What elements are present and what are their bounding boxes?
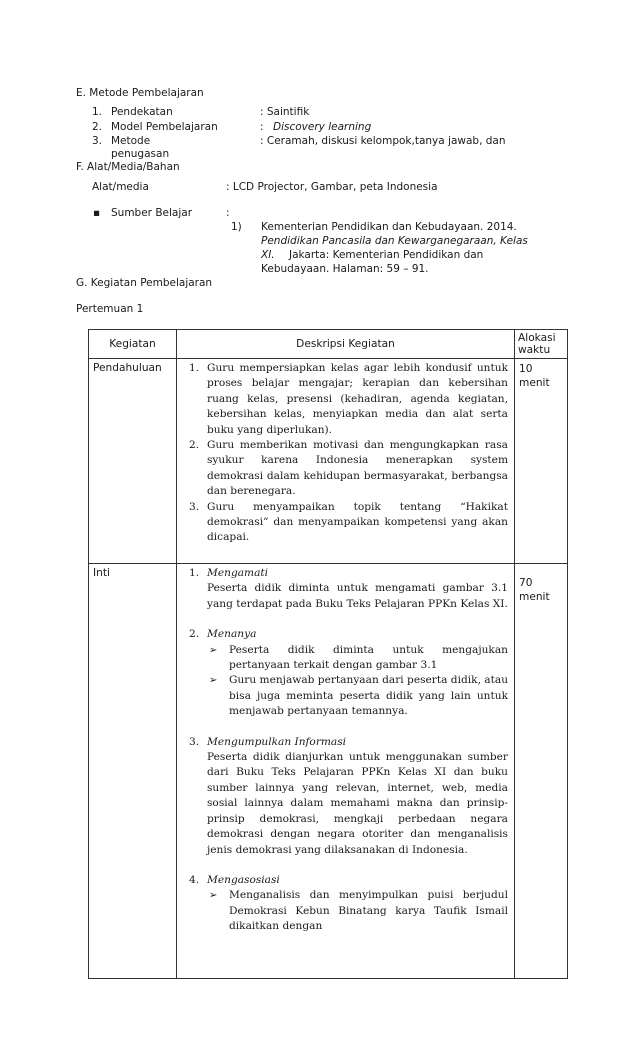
method-colon-2: : [260, 121, 264, 133]
step-menanya [185, 627, 508, 719]
item-text: Guru memberikan motivasi dan mengungkapkan rasa syukur karena Indonesia menerapkan system demokrasi dalam kehidupan bermasyarakat, berbangsa dan berenegara. [207, 439, 508, 498]
arrow-item [207, 643, 508, 674]
item-text: Guru mempersiapkan kelas agar lebih kondusif untuk proses belajar mengajar; kerapian dan kebersihan ruang kelas, presensi (kehadiran, agenda kegiatan, kebersihan kelas, menyiapkan media dan alat serta buku yang diperlukan). [207, 362, 508, 436]
section-f-title: F. Alat/Media/Bahan [76, 161, 180, 173]
section-g-title: G. Kegiatan Pembelajaran [76, 277, 213, 289]
source-line-3a: XI. [261, 249, 275, 261]
step-title: Mengasosiasi [207, 873, 280, 886]
method-value-3: : Ceramah, diskusi kelompok,tanya jawab, dan [260, 135, 506, 147]
arrow-item [207, 673, 508, 719]
step-title: Menanya [207, 628, 257, 641]
item-num: 1. [189, 362, 200, 374]
arrow-text: Menganalisis dan menyimpulkan puisi berjudul Demokrasi Kebun Binatang karya Taufik Ismail dikaitkan dengan [229, 889, 508, 933]
item-text: Guru menyampaikan topik tentang “Hakikat demokrasi” dan menyampaikan kompetensi yang akan dicapai. [207, 500, 508, 544]
bullet-icon: ▪ [93, 207, 101, 219]
arrow-text: Guru menjawab pertanyaan dari peserta didik, atau bisa juga meminta peserta didik yang lain untuk menjawab pertanyaan temannya. [229, 674, 509, 718]
step-text: Peserta didik diminta untuk mengamati gambar 3.1 yang terdapat pada Buku Teks Pelajaran PPKn Kelas XI. [207, 582, 508, 610]
method-label-1: Pendekatan [111, 106, 173, 118]
source-line-2: Pendidikan Pancasila dan Kewarganegaraan, Kelas [261, 235, 528, 247]
item-num: 3. [189, 500, 200, 513]
item-num: 2. [189, 439, 200, 452]
arrow-text: Peserta didik diminta untuk mengajukan pertanyaan terkait dengan gambar 3.1 [229, 643, 508, 672]
source-num: 1) [231, 221, 242, 233]
activity-table [88, 329, 568, 979]
method-value-1: : Saintifik [260, 106, 310, 118]
kegiatan-inti: Inti [89, 564, 177, 979]
source-label: Sumber Belajar [111, 207, 193, 219]
step-mengumpulkan-informasi [185, 735, 508, 858]
time-inti: 70 menit [515, 564, 568, 979]
method-label-2: Model Pembelajaran [111, 121, 218, 133]
method-label-3: Metode [111, 135, 151, 147]
step-title: Mengamati [207, 567, 269, 579]
arrow-bullet-icon: ➢ [209, 675, 218, 687]
list-item [185, 500, 508, 546]
method-num-3: 3. [92, 135, 103, 147]
section-e-title: E. Metode Pembelajaran [76, 87, 204, 99]
method-value-2: Discovery learning [273, 121, 372, 133]
step-num: 3. [189, 735, 200, 748]
row-inti [89, 564, 568, 979]
time-pendahuluan: 10 menit [515, 359, 568, 564]
step-text: Peserta didik dianjurkan untuk menggunakan sumber dari Buku Teks Pelajaran PPKn Kelas XI dan buku sumber lainnya yang relevan, internet, web, media sosial lainnya dalam memahami makna dan prinsip-prinsip demokrasi, mengkaji perbedaan negara demokrasi dengan negara otoriter dan menganalisis jenis demokrasi yang dilaksanakan di Indonesia. [207, 751, 508, 856]
step-num: 1. [189, 567, 200, 579]
step-num: 2. [189, 628, 200, 641]
source-colon: : [226, 207, 230, 219]
meeting-label: Pertemuan 1 [76, 303, 144, 315]
media-label: Alat/media [92, 181, 149, 193]
step-mengamati [185, 566, 508, 612]
kegiatan-pendahuluan: Pendahuluan [89, 359, 177, 564]
arrow-item [207, 888, 508, 934]
arrow-bullet-icon: ➢ [209, 890, 218, 902]
method-num-2: 2. [92, 121, 103, 133]
step-mengasosiasi [185, 873, 508, 935]
method-num-1: 1. [92, 106, 103, 118]
list-item [185, 438, 508, 500]
method-label-3b: penugasan [111, 148, 170, 160]
source-line-4: Kebudayaan. Halaman: 59 – 91. [261, 263, 429, 275]
step-title: Mengumpulkan Informasi [207, 735, 347, 748]
arrow-bullet-icon: ➢ [209, 644, 218, 656]
media-value: : LCD Projector, Gambar, peta Indonesia [226, 181, 438, 193]
step-num: 4. [189, 873, 200, 886]
header-deskripsi: Deskripsi Kegiatan [177, 330, 515, 359]
header-alokasi: Alokasi waktu [515, 330, 568, 359]
source-line-1: Kementerian Pendidikan dan Kebudayaan. 2014. [261, 221, 517, 233]
header-kegiatan: Kegiatan [89, 330, 177, 359]
source-line-3b: Jakarta: Kementerian Pendidikan dan [289, 249, 484, 261]
row-pendahuluan [89, 359, 568, 564]
list-item [185, 361, 508, 438]
